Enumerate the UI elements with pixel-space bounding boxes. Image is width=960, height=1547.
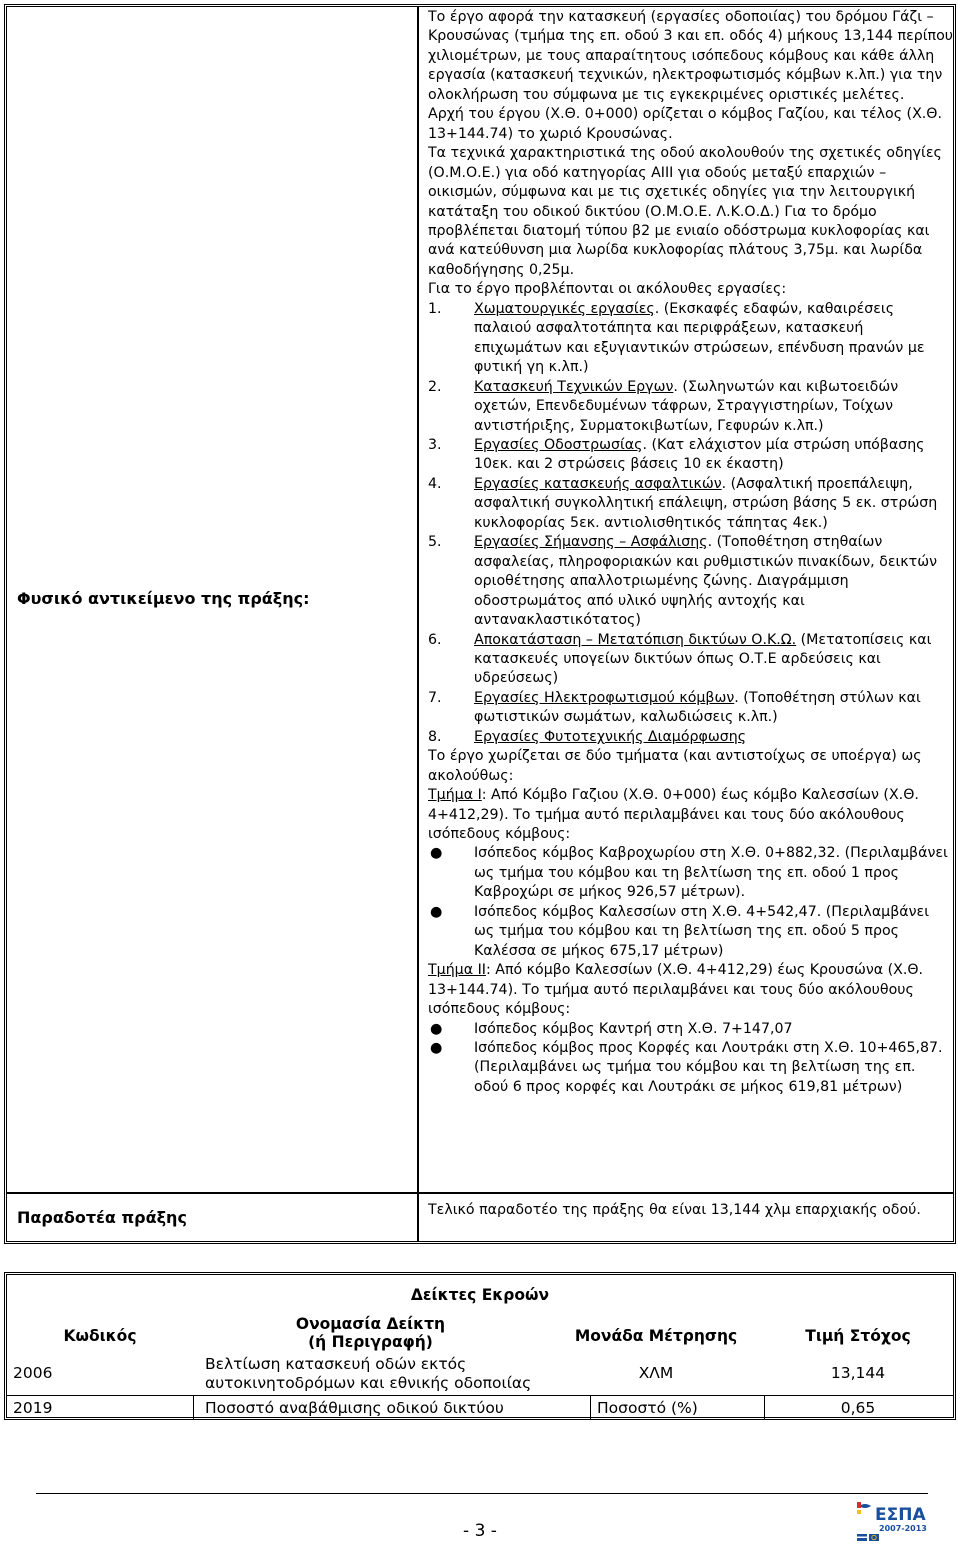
indicator-name-line1: Βελτίωση κατασκευή οδών εκτός [205,1355,467,1373]
deliverables-text: Τελικό παραδοτέο της πράξης θα είναι 13,144 χλμ επαρχιακής οδού. [428,1202,921,1218]
indicator-target: 13,144 [830,1364,886,1382]
table-divider [193,1395,194,1420]
indicator-code: 2006 [13,1364,53,1382]
junction-text: Ισόπεδος κόμβος προς Κορφές και Λουτράκι στη Χ.Θ. 10+465,87. (Περιλαμβάνει ως τμήμα του κόμβου και τη βελτίωση της επ. οδού 6 προς κορφές και Λουτράκι σε μήκος 619,81 μέτρων) [474,1040,943,1095]
header-name-line2: (ή Περιγραφή) [308,1333,433,1351]
indicator-name [205,1355,531,1393]
bullet-icon: ● [430,845,443,862]
bullet-icon: ● [430,903,443,920]
junction-bullet [428,1020,953,1039]
section-1-label: Τμήμα Ι [428,787,482,804]
page-number: - 3 - [463,1521,497,1541]
row-divider [7,1192,953,1194]
indicator-target: 0,65 [840,1399,876,1417]
work-item [428,436,953,475]
section-1-text: : Από Κόμβο Γαζιου (Χ.Θ. 0+000) έως κόμβο Καλεσσίων (Χ.Θ. 4+412,29). Το τμήμα αυτό περιλαμβάνει και τους δύο ακόλουθους ισόπεδους κόμβους: [428,787,919,843]
project-description-table [4,4,956,1244]
work-item [428,728,953,747]
work-item [428,378,953,436]
work-item-number: 6. [428,631,442,648]
indicator-unit: ΧΛΜ [638,1364,674,1382]
bullet-icon: ● [430,1020,443,1037]
work-item [428,533,953,630]
work-item-number: 2. [428,378,442,395]
work-item [428,475,953,533]
junction-text: Ισόπεδος κόμβος Καλεσσίων στη Χ.Θ. 4+542,47. (Περιλαμβάνει ως τμήμα του κόμβου και τη βελτίωση της επ. οδού 5 προς Καλέσσα σε μήκος 675,17 μέτρων) [474,903,930,959]
output-indicators-table [4,1272,956,1420]
physical-object-content [428,8,953,1097]
work-item-details: (Μετατοπίσεις και κατασκευές υπογείων δικτύων όπως Ο.Τ.Ε αρδεύσεις και υδρεύσεως) [474,631,932,687]
work-item-title: Κατασκευή Τεχνικών Εργων [474,378,674,395]
work-item-title: Εργασίες Φυτοτεχνικής Διαμόρφωσης [474,728,747,745]
label-column [7,7,419,1241]
paragraph-project-scope: Το έργο αφορά την κατασκευή (εργασίες οδοποιίας) του δρόμου Γάζι – Κρουσώνας (τμήμα της επ. οδού 3 και επ. οδός 4) μήκους 13,144 περίπου χιλιομέτρων, με τους απαραίτητους ισόπεδους κόμβους και κάθε άλλη εργασία (κατασκευή τεχνικών, ηλεκτροφωτισμός κόμβων κ.λπ.) για την ολοκλήρωση του σύμφωνα με τις εγκεκριμένες οριστικές μελέτες. [428,9,953,103]
section-2-paragraph [428,961,953,1019]
work-item-details: . (Τοποθέτηση στύλων και φωτιστικών σωμάτων, καλωδιώσεις κ.λπ.) [474,689,921,726]
logo-years: 2007-2013 [879,1524,927,1533]
work-item-number: 4. [428,475,442,492]
junction-text: Ισόπεδος κόμβος Καβροχωρίου στη Χ.Θ. 0+882,32. (Περιλαμβάνει ως τμήμα του κόμβου και τη βελτίωση της επ. οδού 1 προς Καβροχώρι σε μήκος 926,57 μέτρων). [474,845,948,901]
work-item-details: . (Σωληνωτών και κιβωτοειδών οχετών, Επενδεδυμένων τάφρων, Στραγγιστηρίων, Τοίχων αντιστήριξης, Συρματοκιβωτίων, Γεφυρών κ.λπ.) [474,378,899,434]
work-item-title: Αποκατάσταση – Μετατόπιση δικτύων Ο.Κ.Ω. [474,631,797,648]
work-item-number: 5. [428,534,442,551]
work-item-title: Εργασίες Σήμανσης – Ασφάλισης [474,534,708,551]
section-1-paragraph [428,786,953,844]
work-item-title: Χωματουργικές εργασίες [474,300,655,317]
paragraph-project-start-end: Αρχή του έργου (Χ.Θ. 0+000) ορίζεται ο κόμβος Γαζίου, και τέλος (Χ.Θ. 13+144.74) το χωριό Κρουσώνας. [428,106,942,142]
work-item-number: 7. [428,689,442,706]
work-item-title: Εργασίες Ηλεκτροφωτισμού κόμβων [474,689,735,706]
work-item-details: . (Κατ ελάχιστον μία στρώση υπόβασης 10εκ. και 2 στρώσεις βάσεις 10 εκ έκαστη) [474,436,925,473]
work-item-number: 8. [428,728,442,745]
header-name-line1: Ονομασία Δείκτη [295,1315,446,1333]
section-2-text: : Από κόμβο Καλεσσίων (Χ.Θ. 4+412,29) έως Κρουσώνα (Χ.Θ. 13+144.74). Το τμήμα αυτό περιλαμβάνει και τους δύο ακόλουθους ισόπεδους κόμβους: [428,962,924,1018]
work-item-title: Εργασίες Οδοστρωσίας [474,436,643,453]
section-2-label: Τμήμα ΙΙ [428,962,486,979]
junction-bullet [428,844,953,902]
work-item [428,300,953,378]
bullet-icon: ● [430,1040,443,1057]
content-column [419,7,953,1241]
junction-bullet [428,903,953,961]
indicators-title: Δείκτες Εκροών [410,1286,550,1304]
logo-text: ΕΣΠΑ [875,1505,926,1525]
indicator-unit: Ποσοστό (%) [597,1399,698,1417]
work-item [428,689,953,728]
header-name [193,1315,548,1351]
espa-logo [855,1500,947,1544]
indicator-name: Ποσοστό αναβάθμισης οδικού δικτύου [205,1399,504,1417]
work-item-details: . (Τοποθέτηση στηθαίων ασφαλείας, πληροφοριακών και ρυθμιστικών πινακίδων, δεικτών οριοθέτησης απαλλοτριωμένης ζώνης. Διαγράμμιση οδοστρωμάτος από υλικό υψηλής αντοχής και αντανακλαστικότατος) [474,534,938,629]
deliverables-label: Παραδοτέα πράξης [17,1208,187,1227]
header-code: Κωδικός [63,1327,137,1345]
work-item-number: 1. [428,300,442,317]
indicator-row [7,1398,953,1418]
work-item-number: 3. [428,436,442,453]
physical-object-label: Φυσικό αντικείμενο της πράξης: [17,589,310,608]
work-item-details: . (Εκσκαφές εδαφών, καθαιρέσεις παλαιού ασφαλτοτάπητα και περιφράξεων, κατασκευή επιχωμάτων και εξυγιαντικών στρώσεων, επένδυση πρανών με φυτική γη κ.λπ.) [474,300,925,376]
work-item-title: Εργασίες κατασκευής ασφαλτικών [474,475,722,492]
indicator-code: 2019 [13,1399,53,1417]
table-divider [764,1395,765,1420]
paragraph-technical-specs: Τα τεχνικά χαρακτηριστικά της οδού ακολουθούν της σχετικές οδηγίες (Ο.Μ.Ο.Ε.) για οδό κατηγορίας ΑΙΙΙ για οδούς μεταξύ επαρχιών – οικισμών, σύμφωνα και με τις σχετικές οδηγίες για την λειτουργική κατάταξη του οδικού δικτύου (Ο.Μ.Ο.Ε. Λ.Κ.Ο.Δ.) Για το δρόμο προβλέπεται διατομή τύπου β2 με ενιαίο οδόστρωμα κυκλοφορίας και ανά κατεύθυνση μια λωρίδα κυκλοφορίας πλάτους 3,75μ. και λωρίδα καθοδήγησης 0,25μ. [428,145,942,278]
table-divider [7,1395,953,1396]
work-item [428,631,953,689]
junction-text: Ισόπεδος κόμβος Καντρή στη Χ.Θ. 7+147,07 [474,1020,793,1037]
table-divider [590,1395,591,1420]
header-unit: Μονάδα Μέτρησης [574,1327,738,1345]
paragraph-works-intro: Για το έργο προβλέπονται οι ακόλουθες εργασίες: [428,281,787,298]
indicator-name-line2: αυτοκινητοδρόμων και εθνικής οδοποιίας [205,1374,532,1392]
indicator-row [7,1355,953,1395]
junction-bullet [428,1039,953,1097]
paragraph-sections-intro: Το έργο χωρίζεται σε δύο τμήματα (και αντιστοίχως σε υποέργα) ως ακολούθως: [428,748,922,784]
footer-divider [36,1493,928,1494]
header-target: Τιμή Στόχος [805,1327,911,1345]
work-item-details: . (Ασφαλτική προεπάλειψη, ασφαλτική συγκολλητική επάλειψη, στρώση βάσης 5 εκ. στρώση κυκλοφορίας 5εκ. αντιολισθητικός τάπητας 4εκ.) [474,475,938,531]
